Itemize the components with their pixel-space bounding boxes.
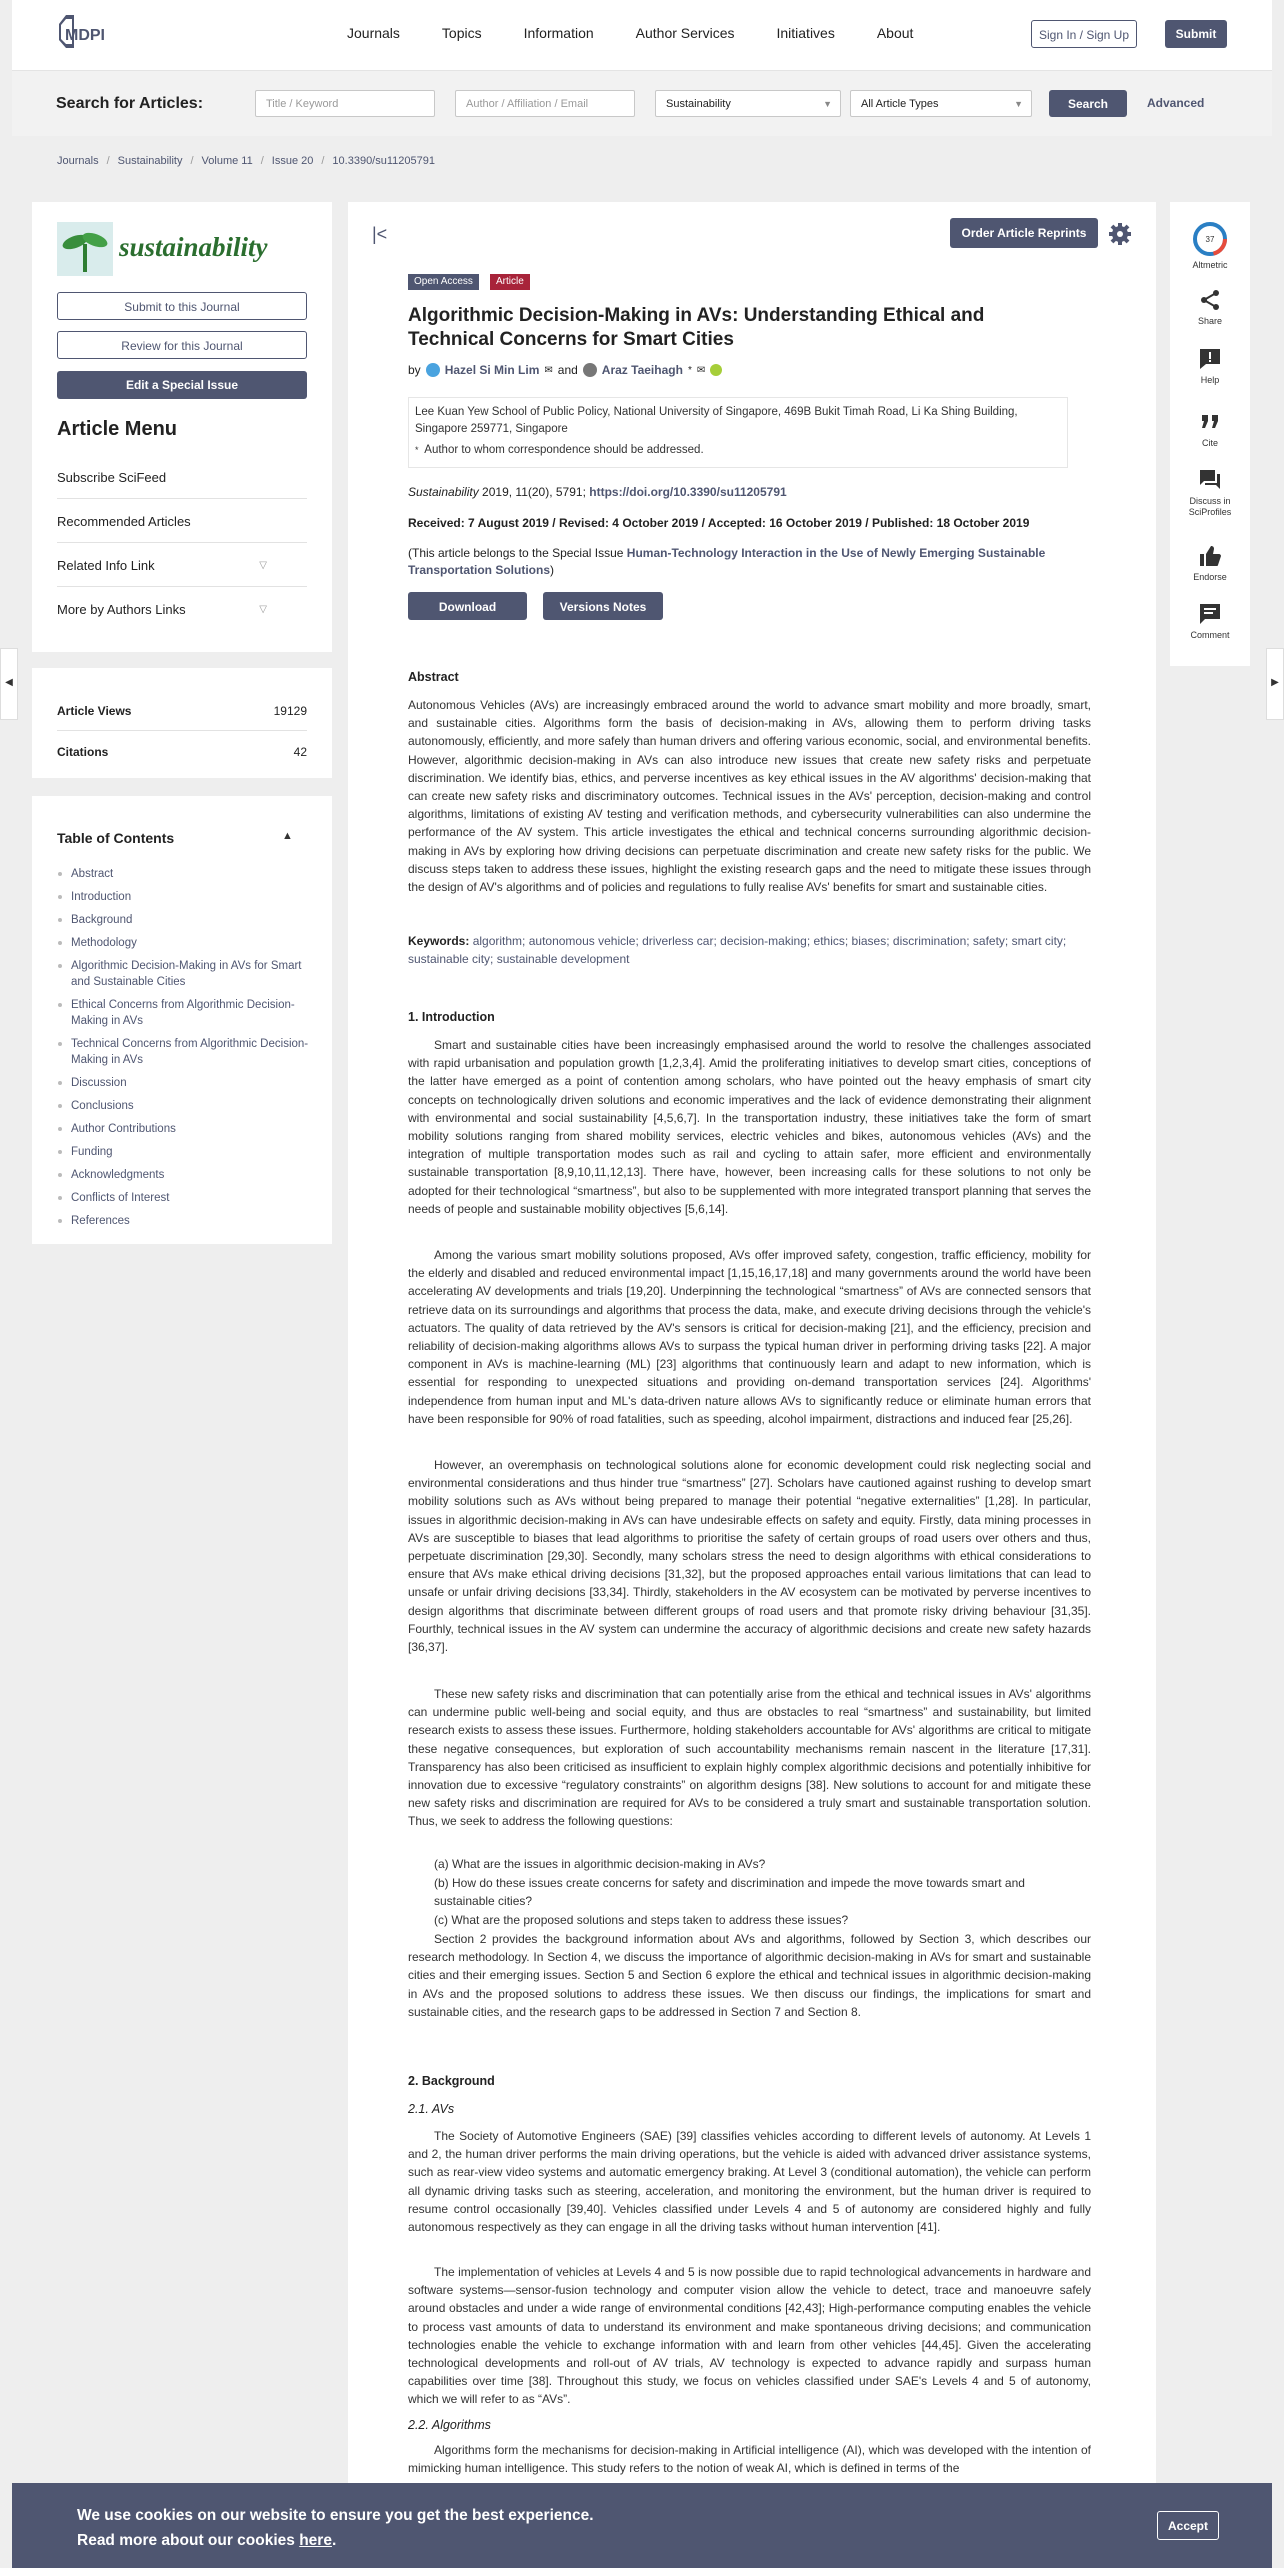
left-arrow-icon[interactable]: ◀ (0, 648, 18, 720)
submit-to-journal-button[interactable]: Submit to this Journal (57, 292, 307, 320)
breadcrumb-issue[interactable]: Issue 20 (271, 155, 314, 167)
special-issue-note: (This article belongs to the Special Issue Human-Technology Interaction in the Use of Newly Emerging Sustainable Transportation Solutions) (408, 546, 1046, 577)
paragraph: Among the various smart mobility solutions proposed, AVs offer improved safety, congestion, traffic efficiency, mobility for the elderly and disabled and reduced environmental impact [1,15,16,17,18] and many governments around the world have been accelerating AV developments and trials [19,20]. Underpinning the technological “smartness” of AVs are connected sensors that retrieve data on its surroundings and algorithms that process the data, make, and execute driving decisions through the vehicle's actuators. The quality of data retrieved by the AV's sensors is critical for decision-making [21], and the efficiency, precision and reliability of decision-making algorithms allows AVs to surpass the typical human driver in performing driving tasks [22]. A major component in AVs is machine-learning (ML) [23] algorithms that continuously learn and adapt to new information, which is essential for responding to unexpected situations and providing on-demand transportation services [24]. Algorithms' independence from human input and ML's data-driven nature allows AVs to significantly reduce or eliminate human errors that have been responsible for 90% of road fatalities, such as speeding, alcohol impairment, distractions and induced fear [25,26]. (408, 1248, 1091, 1426)
subsection-heading: 2.2. Algorithms (408, 2418, 491, 2432)
journal-logo-icon (57, 222, 113, 276)
toc-item[interactable]: Abstract (57, 866, 317, 882)
nav-initiatives[interactable]: Initiatives (776, 25, 835, 41)
email-icon[interactable]: ✉ (544, 364, 553, 376)
author-name[interactable]: Araz Taeihagh (601, 363, 683, 377)
author-input[interactable]: Author / Affiliation / Email (455, 90, 635, 117)
toc-item[interactable]: Conflicts of Interest (57, 1190, 317, 1206)
collapse-toc-icon[interactable]: ▲ (282, 830, 293, 842)
author-list: by Hazel Si Min Lim ✉ and Araz Taeihagh * ✉ (408, 363, 722, 377)
menu-related-info-link[interactable]: Related Info Link ▽ (57, 558, 307, 587)
paragraph: Algorithms form the mechanisms for decision-making in Artificial intelligence (AI), which was developed with the intention of mimicking human intelligence. This study refers to the notion of weak AI, which is defined in terms of the (408, 2443, 1091, 2476)
menu-more-by-authors[interactable]: More by Authors Links ▽ (57, 602, 267, 617)
section-heading: 1. Introduction (408, 1010, 495, 1024)
nav-information[interactable]: Information (523, 25, 594, 41)
comment-icon (1198, 602, 1222, 626)
altmetric-icon (1193, 222, 1227, 256)
toc-item[interactable]: Funding (57, 1144, 317, 1160)
corresponding-mark: * (687, 364, 692, 376)
breadcrumb-doi[interactable]: 10.3390/su11205791 (332, 155, 435, 167)
paragraph: However, an overemphasis on technological solutions alone for economic development could risk neglecting social and environmental considerations and thus hinder true “smartness” [27]. Scholars have cautioned against rushing to develop smart mobility solutions such as AVs without being prepared to manage their potential “negative externalities” [1,28]. In particular, issues in algorithmic decision-making in AVs can have undesirable effects on safety and equity. Firstly, data mining processes in AVs are susceptible to biases that lead algorithms to prioritise the safety of certain groups of road users over others and thus, perpetuate discrimination [29,30]. Secondly, many scholars stress the need to design algorithms with ethical considerations to ensure that AVs make ethical driving decisions [31,32], but the proposed approaches entail various limitations that can lead to unsafe or unfair driving decisions [33,34]. Thirdly, stakeholders in the AV ecosystem can be motivated by perverse incentives to design algorithms that discriminate between different groups of road users and that promote risky driving behaviour [31,35]. Fourthly, technical issues in the AV system can undermine the accuracy of algorithmic decisions and create new safety hazards [36,37]. (408, 1458, 1091, 1655)
toc-item[interactable]: References (57, 1213, 317, 1229)
edit-special-issue-button[interactable]: Edit a Special Issue (57, 371, 307, 399)
chevron-down-icon: ▼ (1014, 99, 1023, 109)
publication-dates: Received: 7 August 2019 / Revised: 4 October 2019 / Accepted: 16 October 2019 / Published: 18 October 2019 (408, 516, 1030, 530)
toc-item[interactable]: Background (57, 912, 317, 928)
right-arrow-icon[interactable]: ▶ (1266, 648, 1284, 720)
nav-journals[interactable]: Journals (347, 25, 400, 41)
author-name[interactable]: Hazel Si Min Lim (444, 363, 540, 377)
toc-item[interactable]: Author Contributions (57, 1121, 317, 1137)
paragraph: The Society of Automotive Engineers (SAE) [39] classifies vehicles according to different levels of autonomy. At Levels 1 and 2, the human driver performs the main driving operations, but the vehicle is aided with advanced driver assistance systems, such as rear-view video systems and automatic emergency braking. At Level 3 (conditional automation), the vehicle can perform all dynamic driving tasks such as steering, acceleration, and monitoring the environment, but the human driver is required to resume control occasionally [39,40]. Vehicles classified under Levels 4 and 5 of autonomy are considered highly and fully autonomous respectively as they can engage in all the driving tasks without human intervention [41]. (408, 2129, 1091, 2235)
search-bar (12, 70, 1272, 136)
article-type-select[interactable]: All Article Types ▼ (850, 90, 1032, 117)
research-question: (b) How do these issues create concerns for safety and discrimination and impede the move towards smart and sustainable cities? (434, 1876, 1025, 1908)
toc-item[interactable]: Acknowledgments (57, 1167, 317, 1183)
share-tool[interactable]: Share (1170, 288, 1250, 327)
section-heading: 2. Background (408, 2074, 495, 2088)
paragraph: The implementation of vehicles at Levels 4 and 5 is now possible due to rapid technological advancements in hardware and software systems—sensor-fusion technology and computer vision allow the vehicle to detect, trace and manoeuvre safely around obstacles and under a wide range of environmental conditions [42,43]; High-performance computing enables the vehicle to process vast amounts of data to understand its environment and make spontaneous driving decisions; and communication technologies enable the vehicle to exchange information with and learn from other vehicles [44,45]. Given the accelerating technological developments and roll-out of AV trials, AV technology is expected to advance rapidly and surpass human capabilities over time [38]. Throughout this study, we focus on vehicles classified under SAE's Levels 4 and 5 of autonomy, which we will refer to as “AVs”. (408, 2265, 1091, 2407)
accept-cookies-button[interactable]: Accept (1157, 2511, 1219, 2540)
toc-item[interactable]: Discussion (57, 1075, 317, 1091)
affiliation: Lee Kuan Yew School of Public Policy, National University of Singapore, 469B Bukit Timah Road, Li Ka Shing Building, Singapore 259771, Singapore (415, 406, 1018, 435)
cookie-message: We use cookies on our website to ensure you get the best experience. (77, 2507, 594, 2524)
comment-tool[interactable]: Comment (1170, 602, 1250, 641)
subsection-heading: 2.1. AVs (408, 2102, 455, 2116)
toc-item[interactable]: Conclusions (57, 1098, 317, 1114)
affiliation-box (408, 397, 1068, 468)
paragraph: Section 2 provides the background information about AVs and algorithms, followed by Section 3, which describes our research methodology. In Section 4, we discuss the importance of algorithmic decision-making in AVs for smart and sustainable cities and their emerging issues. Section 5 and Section 6 explore the ethical and technical issues in algorithmic decision-making in AVs and the proposed solutions to address these issues. We then discuss our findings, the implications for smart and sustainable cities, and the research gaps to be addressed in Section 7 and Section 8. (408, 1932, 1091, 2019)
toc-item[interactable]: Technical Concerns from Algorithmic Decision-Making in AVs (57, 1036, 317, 1068)
article-views: Article Views 19129 (57, 704, 307, 731)
advanced-search-link[interactable]: Advanced (1147, 96, 1205, 110)
help-tool[interactable]: Help (1170, 347, 1250, 386)
menu-subscribe-scifeed[interactable]: Subscribe SciFeed (57, 470, 307, 499)
chevron-down-icon: ▽ (259, 560, 267, 571)
special-issue-link[interactable]: Human-Technology Interaction in the Use of Newly Emerging Sustainable Transportation Solutions (408, 546, 1046, 577)
breadcrumb: Journals / Sustainability / Volume 11 / Issue 20 / 10.3390/su11205791 (57, 155, 435, 167)
nav-about[interactable]: About (876, 25, 914, 41)
toc-item[interactable]: Introduction (57, 889, 317, 905)
keyword-input[interactable]: Title / Keyword (255, 90, 435, 117)
sign-in-button[interactable]: Sign In / Sign Up (1031, 20, 1137, 48)
quote-icon (1198, 410, 1222, 434)
main-nav (347, 25, 913, 41)
discuss-tool[interactable]: Discuss in SciProfiles (1170, 468, 1250, 518)
paragraph: Smart and sustainable cities have been increasingly emphasised around the world to resolve the challenges associated with rapid urbanisation and population growth [1,2,3,4]. Amid the proliferating initiatives to develop smart cities, conceptions of the latter have emerged as a point of contention among scholars, who have pointed out the heavy emphasis of smart city concepts on technologically driven solutions and economic imperatives and the lack of evidence demonstrating their alignment with environmental and social sustainability [4,5,6,7]. In the transportation industry, these initiatives take the form of smart mobility solutions ranging from shared mobility services, electric vehicles and bikes, autonomous vehicles (AVs) and the integration of multiple transportation modes such as rail and cycling to attain safer, more efficient and environmentally sustainable transportation [8,9,10,11,12,13]. There have, however, been increasing calls for these solutions to not only be adopted for their technological “smartness”, but also to be supplemented with more integrated transport planning that serves the needs of people and sustainable mobility objectives [5,6,14]. (408, 1038, 1091, 1216)
chevron-down-icon: ▽ (259, 604, 267, 615)
keyword-links[interactable]: algorithm; autonomous vehicle; driverless car; decision-making; ethics; biases; discrimination; safety; smart city; sustainable city; sustainable development (408, 934, 1067, 967)
toc-title: Table of Contents (57, 830, 175, 846)
toc-item[interactable]: Algorithmic Decision-Making in AVs for Smart and Sustainable Cities (57, 958, 317, 990)
nav-topics[interactable]: Topics (441, 25, 482, 41)
order-reprints-button[interactable]: Order Article Reprints (950, 218, 1098, 248)
abstract-heading: Abstract (408, 670, 459, 684)
search-title: Search for Articles: (56, 95, 204, 112)
abstract-text: Autonomous Vehicles (AVs) are increasingly embraced around the world to advance smart mobility and more broadly, smart, and sustainable cities. Algorithms form the basis of decision-making in AVs, allowing them to perform driving tasks autonomously, efficiently, and more safely than human drivers and offering various economic, social, and environmental benefits. However, algorithmic decision-making in AVs can also introduce new issues that create new safety risks and perpetuate discrimination. We identify bias, ethics, and perverse incentives as key ethical issues in the AV algorithms' decision-making that can create new safety risks and discriminatory outcomes. Technical issues in the AVs' perception, decision-making and control algorithms, limitations of existing AV testing and verification methods, and cybersecurity vulnerabilities can also undermine the performance of the AV system. This article investigates the ethical and technical concerns surrounding algorithmic decision-making in AVs by exploring how driving decisions can perpetuate discrimination and create new safety risks for the public. We discuss steps taken to address these issues, highlight the existing research gaps and the need to mitigate these issues through the design of AV's algorithms and of policies and regulations to fully realise AVs' benefits for smart and sustainable cities. (408, 698, 1091, 895)
article-type-badge: Article (490, 274, 530, 290)
altmetric-score: 37 (1205, 235, 1215, 244)
mdpi-logo[interactable] (56, 12, 122, 54)
paragraph: These new safety risks and discrimination that can potentially arise from the ethical and technical issues in AVs' algorithms can undermine public well-being and social equity, and thus are obstacles to real “smartness” and sustainability, but limited research exists to assess these issues. Furthermore, holding stakeholders accountable for AVs' algorithms are critical to mitigate these negative consequences, but exploration of such accountability mechanisms remain nascent in the literature [17,31]. Transparency has also been criticised as insufficient to explain highly complex algorithmic decisions and potentially inhibitive for innovation due to excessive “regulatory constraints” on algorithm designs [38]. New solutions to account for and mitigate these new safety risks and discrimination are required for AVs to be considered a truly smart and sustainable transportation solution. Thus, we seek to address the following questions: (408, 1687, 1091, 1829)
orcid-icon[interactable] (710, 364, 722, 376)
logo-text: MDPI (65, 27, 105, 44)
journal-select[interactable]: Sustainability ▼ (655, 90, 841, 117)
journal-logo[interactable] (57, 222, 277, 276)
help-icon (1198, 347, 1222, 371)
download-button[interactable]: Download (408, 592, 527, 620)
discuss-icon (1198, 468, 1222, 492)
correspondence-note: Author to whom correspondence should be addressed. (424, 444, 704, 456)
chevron-down-icon: ▼ (823, 99, 832, 109)
endorse-tool[interactable]: Endorse (1170, 544, 1250, 583)
citation-line: Sustainability 2019, 11(20), 5791; https://doi.org/10.3390/su11205791 (408, 485, 787, 499)
cookie-banner (12, 2483, 1272, 2568)
search-button[interactable]: Search (1049, 90, 1127, 117)
journal-name: sustainability (119, 232, 268, 262)
versions-notes-button[interactable]: Versions Notes (543, 592, 663, 620)
breadcrumb-journals[interactable]: Journals (57, 155, 99, 167)
research-question: (a) What are the issues in algorithmic decision-making in AVs? (434, 1857, 766, 1871)
toc-item[interactable]: Ethical Concerns from Algorithmic Decision-Making in AVs (57, 997, 317, 1029)
cookie-here-link[interactable]: here (299, 2532, 332, 2549)
author-avatar[interactable] (583, 363, 597, 377)
altmetric-tool[interactable]: 37 Altmetric (1170, 222, 1250, 271)
share-icon (1198, 288, 1222, 312)
doi-link[interactable]: https://doi.org/10.3390/su11205791 (589, 485, 787, 499)
toc-item[interactable]: Methodology (57, 935, 317, 951)
article-title: Algorithmic Decision-Making in AVs: Understanding Ethical and Technical Concerns for Smart Cities (408, 305, 985, 350)
top-header (12, 0, 1272, 70)
open-access-badge: Open Access (408, 274, 479, 290)
breadcrumb-volume[interactable]: Volume 11 (201, 155, 253, 167)
breadcrumb-sustainability[interactable]: Sustainability (117, 155, 183, 167)
author-profile-icon[interactable] (426, 363, 440, 377)
menu-recommended-articles[interactable]: Recommended Articles (57, 514, 307, 543)
toc-list (57, 866, 317, 1236)
email-icon[interactable]: ✉ (696, 364, 706, 376)
keywords: Keywords: algorithm; autonomous vehicle; driverless car; decision-making; ethics; biases; discrimination; safety; smart city; sustainable city; sustainable development (408, 934, 1067, 967)
cite-tool[interactable]: Cite (1170, 410, 1250, 449)
asterisk-icon: * (415, 445, 419, 455)
research-question: (c) What are the proposed solutions and steps taken to address these issues? (434, 1913, 849, 1927)
submit-button[interactable]: Submit (1165, 20, 1227, 48)
gear-icon[interactable] (1109, 223, 1131, 245)
review-for-journal-button[interactable]: Review for this Journal (57, 331, 307, 359)
cookie-more-info: Read more about our cookies here. (77, 2532, 337, 2549)
collapse-sidebar-icon[interactable]: |< (372, 224, 388, 244)
nav-author-services[interactable]: Author Services (635, 25, 735, 41)
thumbs-up-icon (1198, 544, 1222, 568)
article-menu-title: Article Menu (57, 418, 178, 440)
citations: Citations 42 (57, 745, 307, 759)
